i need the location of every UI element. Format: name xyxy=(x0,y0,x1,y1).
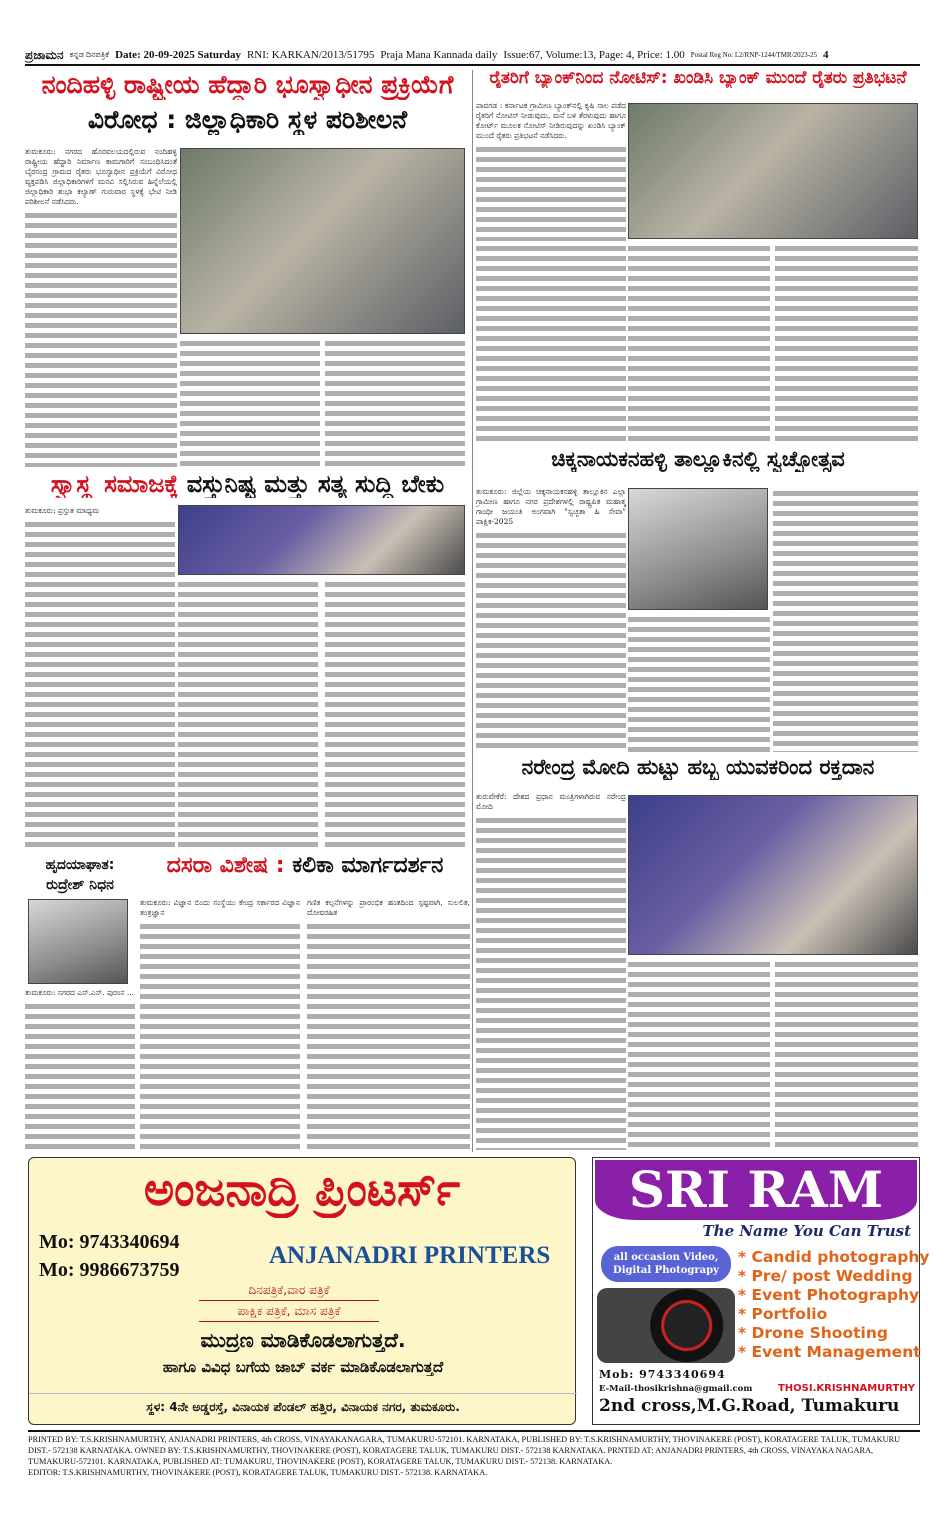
article-body xyxy=(307,898,470,1150)
service-item: * Pre/ post Wedding xyxy=(738,1267,913,1285)
ad-tagline: The Name You Can Trust xyxy=(702,1222,911,1240)
ad-title-kannada: ಅಂಜನಾದ್ರಿ ಪ್ರಿಂಟರ್ಸ್ xyxy=(143,1162,461,1216)
photo-blood-donation xyxy=(628,795,918,955)
paper-logo: ಪ್ರಜಾಮನ xyxy=(25,47,64,62)
article-body xyxy=(476,242,626,445)
headline-swasthya xyxy=(25,470,470,498)
article-body xyxy=(628,958,770,1150)
headline-red: ದಸರಾ ವಿಶೇಷ : xyxy=(166,853,285,878)
paper-tag: ಕನ್ನಡ ದಿನಪತ್ರಿಕೆ xyxy=(69,50,110,59)
headline-nandihalli-2: ವಿರೋಧ : ಜಿಲ್ಲಾಧಿಕಾರಿ ಸ್ಥಳ ಪರಿಶೀಲನೆ xyxy=(87,105,408,134)
article-body xyxy=(775,958,918,1150)
article-body xyxy=(775,242,918,445)
ad-owner: THOSI.KRISHNAMURTHY xyxy=(777,1383,915,1394)
masthead xyxy=(25,46,920,66)
headline-obituary: ಹೃದಯಾಘಾತ: ರುದ್ರೇಶ್ ನಿಧನ xyxy=(45,857,115,893)
ad-line: ಪಾಕ್ಷಿಕ ಪತ್ರಿಕೆ, ಮಾಸ ಪತ್ರಿಕೆ xyxy=(199,1301,379,1322)
rni: RNI: KARKAN/2013/51795 xyxy=(246,49,375,61)
article-body xyxy=(476,792,626,1150)
ad-contact-row xyxy=(599,1383,915,1394)
editor-text: EDITOR: T.S.KRISHNAMURTHY, THOVINAKERE (POST), KORATAGERE TALUK, TUMAKURU DIST.- 572138. KARNATAKA. xyxy=(28,1468,488,1477)
service-item: * Drone Shooting xyxy=(738,1324,888,1342)
article-body xyxy=(773,487,918,752)
article-lead: ತುಮಕೂರು: ವಿಜ್ಞಾನ ಬಿಂದು ಸಂಸ್ಥೆಯು ಕೇಂದ್ರ ಸರ್ಕಾರದ ವಿಜ್ಞಾನ ತಂತ್ರಜ್ಞಾನ xyxy=(140,898,300,917)
ad-title-english: ANJANADRI PRINTERS xyxy=(269,1242,551,1269)
service-item: * Event Management xyxy=(738,1343,921,1361)
portrait-rudresh xyxy=(28,899,128,984)
article-body xyxy=(628,613,770,753)
ad-sri-ram xyxy=(592,1157,930,1425)
phone: Mo: 9986673759 xyxy=(39,1259,180,1281)
article-body xyxy=(628,242,770,445)
article-body xyxy=(178,578,318,848)
article-body xyxy=(476,487,626,752)
article-body xyxy=(25,506,175,848)
headline-black: ಕಲಿಕಾ ಮಾರ್ಗದರ್ಶನ xyxy=(292,853,444,878)
article-body xyxy=(476,101,626,241)
article-lead: ಪಾವಗಡ : ಕರ್ನಾಟಕ ಗ್ರಾಮೀಣ ಬ್ಯಾಂಕ್‌ನಲ್ಲಿ ಕೃಷಿ ಸಾಲ ಪಡೆದ ರೈತರಿಗೆ ನೋಟಿಸ್ ನೀಡುವುದು, ಮನೆ ಬಳಿ ತೆರಳುವುದು ಹಾಗೂ ಕೋರ್ಟ್ ಮೂಲಕ ನೋಟಿಸ್ ನೀಡಿರುವುದನ್ನು ಖಂಡಿಸಿ ಬ್ಯಾಂಕ್ ಮುಂದೆ ರೈತರು ಪ್ರತಿಭಟನೆ ನಡೆಸಿದರು. xyxy=(476,101,626,140)
service-item: * Event Photography xyxy=(738,1286,920,1304)
article-lead: ತುಮಕೂರು: ಜಿಲ್ಲೆಯ ಚಿಕ್ಕನಾಯಕನಹಳ್ಳಿ ತಾಲ್ಲೂಕಿನ ಎಲ್ಲಾ ಗ್ರಾಮೀಣ ಹಾಗೂ ನಗರ ಪ್ರದೇಶಗಳಲ್ಲಿ ರಾಷ್ಟ್ರಪಿತ ಮಹಾತ್ಮ ಗಾಂಧೀ ಜಯಂತಿ ಅಂಗವಾಗಿ "ಸ್ವಚ್ಛತಾ ಹಿ ಸೇವಾ" ಪಾಕ್ಷಿಕ-2025 xyxy=(476,487,626,526)
article-lead: ತುಮಕೂರು: ಪ್ರಸ್ತುತ ಮಾಧ್ಯಮ xyxy=(25,506,100,515)
photo-media-event xyxy=(178,505,465,575)
ad-title: SRI RAM xyxy=(595,1160,917,1220)
ad-bubble: all occasion Video, Digital Photograpy xyxy=(601,1246,731,1282)
imprint-footer xyxy=(28,1430,920,1478)
imprint-text: PRINTED BY: T.S.KRISHNAMURTHY, ANJANADRI PRINTERS, 4th CROSS, VINAYAKANAGARA, TUMAKURU-572101. KARNATAKA, PUBLISHED BY: T.S.KRISHNAMURTHY, THOVINAKERE (POST), KORATAGERE TALUK, TUMAKURU DIST.- 572138 KARNATAKA. OWNED BY: T.S.KRISHNAMURTHY, THOVINAKERE (POST), KORATAGERE TALUK, TUMAKURU DIST.- 572138 KARNATAKA. PRNTED AT: ANJANADRI PRINTERS, 4th CROSS, VINAYAKA NAGARA, TUMAKURU-572101. KARNATAKA, PUBLISHED AT: TUMAKURU, THOVINAKERE (POST), KORATAGERE TALUK, TUMAKURU DIST.- 572138. KARNATAKA. xyxy=(28,1435,901,1466)
headline-modi: ನರೇಂದ್ರ ಮೋದಿ ಹುಟ್ಟು ಹಬ್ಬ ಯುವಕರಿಂದ ರಕ್ತದಾನ xyxy=(521,755,875,779)
paper-name: Praja Mana Kannada daily xyxy=(380,49,498,61)
phone: Mo: 9743340694 xyxy=(39,1231,180,1253)
ad-phones xyxy=(39,1228,180,1284)
ad-services-list xyxy=(738,1248,930,1362)
ad-line: ಹಾಗೂ ವಿವಿಧ ಬಗೆಯ ಜಾಬ್ ವರ್ಕ ಮಾಡಿಕೊಡಲಾಗುತ್ತದೆ xyxy=(162,1358,444,1376)
article-lead: ತುಮಕೂರು: ನಗರದ ಹೊರವಲಯದಲ್ಲಿರುವ ನಂದಿಹಳ್ಳಿ ರಾಷ್ಟ್ರೀಯ ಹೆದ್ದಾರಿ ನಿರ್ಮಾಣ ಕಾಮಗಾರಿಗೆ ಸಂಬಂಧಿಸಿದಂತೆ ಬೈರಸಂದ್ರ ಗ್ರಾಮದ ರೈತರು ಭೂಸ್ವಾಧೀನ ಪ್ರಕ್ರಿಯೆಗೆ ವಿರೋಧ ವ್ಯಕ್ತಪಡಿಸಿ ಜಿಲ್ಲಾಧಿಕಾರಿಗಳಿಗೆ ಮನವಿ ಸಲ್ಲಿಸಿರುವ ಹಿನ್ನೆಲೆಯಲ್ಲಿ ಜಿಲ್ಲಾಧಿಕಾರಿ ಶುಭಾ ಕಲ್ಯಾಣ್ ಗುರುವಾರ ಸ್ಥಳಕ್ಕೆ ಭೇಟಿ ನೀಡಿ ಪರಿಶೀಲನೆ ನಡೆಸಿದರು. xyxy=(25,147,177,206)
article-body xyxy=(325,578,465,848)
article-body xyxy=(140,898,300,1150)
headline-bank: ರೈತರಿಗೆ ಬ್ಯಾಂಕ್‌ನಿಂದ ನೋಟಿಸ್: ಖಂಡಿಸಿ ಬ್ಯಾಂಕ್ ಮುಂದೆ ರೈತರು ಪ್ರತಿಭಟನೆ xyxy=(489,68,907,88)
obituary-column xyxy=(25,855,135,1150)
headline-nandihalli-1: ನಂದಿಹಳ್ಳಿ ರಾಷ್ಟ್ರೀಯ ಹೆದ್ದಾರಿ ಭೂಸ್ವಾಧೀನ ಪ್ರಕ್ರಿಯೆಗೆ xyxy=(41,70,454,99)
camera-image xyxy=(597,1288,735,1363)
article-body xyxy=(25,988,135,1150)
ad-line: ದಿನಪತ್ರಿಕೆ,ವಾರ ಪತ್ರಿಕೆ xyxy=(199,1280,379,1301)
page-number: 4 xyxy=(822,49,829,61)
article-lead: ಗಣಿತ ಕಲ್ಪನೆಗಳನ್ನು ಪ್ರಾರಂಭಿಕ ಹಂತದಿಂದ ಸ್ಪಷ್ಟವಾಗಿ, ಸುಲಲಿತ, ದೋಷರಹಿತ xyxy=(307,898,470,917)
ad-contact-row xyxy=(599,1368,915,1381)
photo-official xyxy=(628,488,768,610)
article-body xyxy=(25,147,177,467)
photo-dc-inspection xyxy=(180,148,465,334)
article-lead: ತುಮಕೂರು: ನಗರದ ಎಸ್.ಎಸ್. ಪುರಂನ ... xyxy=(25,988,135,997)
ad-line: ಮುದ್ರಣ ಮಾಡಿಕೊಡಲಾಗುತ್ತದೆ. xyxy=(200,1328,406,1352)
ad-address: 2nd cross,M.G.Road, Tumakuru xyxy=(599,1396,900,1416)
service-item: * Portfolio xyxy=(738,1305,828,1323)
headline-dasara xyxy=(140,853,470,878)
article-body xyxy=(325,337,465,467)
ad-contact-block xyxy=(599,1368,915,1416)
ad-mobile: Mob: 9743340694 xyxy=(599,1368,726,1381)
headline-swachhotsava: ಚಿಕ್ಕನಾಯಕನಹಳ್ಳಿ ತಾಲ್ಲೂಕಿನಲ್ಲಿ ಸ್ವಚ್ಛೋತ್ಸವ xyxy=(551,447,845,471)
column-divider xyxy=(472,70,473,1152)
ad-anjanadri-printers xyxy=(28,1157,576,1425)
service-item: * Candid photography xyxy=(738,1248,930,1266)
headline-black: ವಸ್ತುನಿಷ್ಟ ಮತ್ತು ಸತ್ಯ ಸುದ್ದಿ ಬೇಕು xyxy=(186,470,445,498)
postal-reg: Postal Reg No: L2/RNP-1244/TMR/2023-25 xyxy=(690,51,817,59)
photo-farmers-protest xyxy=(628,103,918,239)
headline-red: ಸ್ವಾಸ್ಥ್ಯ ಸಮಾಜಕ್ಕೆ xyxy=(50,470,179,498)
issue-info: Issue:67, Volume:13, Page: 4, Price: 1.00 xyxy=(503,49,685,61)
article-lead: ತುರುವೇಕೆರೆ: ದೇಶದ ಪ್ರಧಾನ ಮಂತ್ರಿಗಳಾಗಿರುವ ನರೇಂದ್ರ ಮೋದಿ xyxy=(476,792,626,811)
ad-email: E-Mail-thosikrishna@gmail.com xyxy=(599,1383,753,1394)
ad-address: ಸ್ಥಳ: 4ನೇ ಅಡ್ಡರಸ್ತೆ, ವಿನಾಯಕ ಪೆಂಡಲ್ ಹತ್ತಿರ, ವಿನಾಯಕ ನಗರ, ತುಮಕೂರು. xyxy=(29,1393,577,1415)
date: Date: 20-09-2025 Saturday xyxy=(115,49,241,61)
article-body xyxy=(180,337,320,467)
ad-services xyxy=(199,1280,379,1322)
